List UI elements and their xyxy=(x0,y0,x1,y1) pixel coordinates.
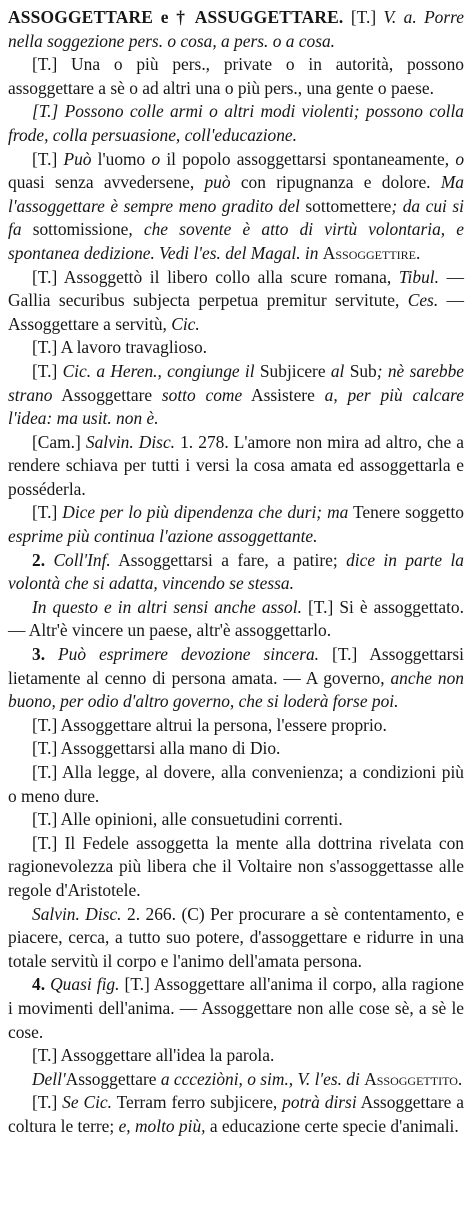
paragraph: [T.] A lavoro travaglioso. xyxy=(32,337,207,358)
paragraph: [T.] Assoggettarsi alla mano di Dio. xyxy=(32,738,281,759)
paragraph: [T.] Se Cic. Terram ferro subjicere, potrà dirsi Assoggettare a coltura le terre; e, molto più, a educazione certe specie d'animali. xyxy=(8,1092,465,1136)
paragraph: [Cam.] Salvin. Disc. 1. 278. L'amore non mira ad altro, che a rendere schiava per tutti i versi la cosa amata ed assoggettarla e posséderla. xyxy=(8,431,465,499)
paragraph: [T.] Assoggettò il libero collo alla scure romana, Tibul. — Gallia securibus subjecta perpetua premitur servitute, Ces. — Assoggettare a servitù, Cic. xyxy=(8,266,464,334)
sense-2: 2. Coll'Inf. Assoggettarsi a fare, a patire; dice in parte la volontà che si adatta, vincendo se stessa. xyxy=(8,549,464,594)
paragraph: [T.] Assoggettare all'idea la parola. xyxy=(32,1045,275,1066)
paragraph: In questo e in altri sensi anche assol. [T.] Si è assoggettato. — Altr'è vincere un paese, altr'è assoggettarlo. xyxy=(8,596,464,641)
paragraph: [T.] Possono colle armi o altri modi violenti; possono colla frode, colla persuasione, coll'educazione. xyxy=(8,101,464,145)
paragraph: [T.] Dice per lo più dipendenza che duri; ma Tenere soggetto esprime più continua l'azione assoggettante. xyxy=(8,502,464,547)
headword: ASSOGGETTARE e † ASSUGGETTARE. xyxy=(8,7,344,27)
paragraph: [T.] Alla legge, al dovere, alla convenienza; a condizioni più o meno dure. xyxy=(8,762,464,806)
dictionary-entry xyxy=(8,6,464,1139)
paragraph: [T.] Cic. a Heren., congiunge il Subjicere al Sub; nè sarebbe strano Assoggettare sotto come Assistere a, per più calcare l'idea: ma usit. non è. xyxy=(8,360,464,429)
paragraph: [T.] Il Fedele assoggetta la mente alla dottrina rivelata con ragionevolezza più libera che il Voltaire non s'assoggettasse alle regole d'Aristotele. xyxy=(8,832,464,900)
paragraph: [T.] Assoggettare altrui la persona, l'essere proprio. xyxy=(32,714,387,735)
entry-heading: ASSOGGETTARE e † ASSUGGETTARE. [T.] V. a. Porre nella soggezione pers. o cosa, a pers. o a cosa. xyxy=(8,7,464,51)
paragraph: Salvin. Disc. 2. 266. (C) Per procurare a sè contentamento, e piacere, cerca, a tutto suo potere, d'assoggettare e ridurre in una totale servitù il corpo e l'animo dell'amata persona. xyxy=(8,903,464,971)
paragraph: [T.] Una o più pers., private o in autorità, possono assoggettare a sè o ad altri una o più pers., una gente o paese. xyxy=(8,54,464,98)
paragraph: Dell'Assoggettare a ccceziòni, o sim., V. l'es. di Assoggettito. xyxy=(32,1068,463,1089)
paragraph: [T.] Alle opinioni, alle consuetudini correnti. xyxy=(32,809,343,830)
paragraph: [T.] Può l'uomo o il popolo assoggettarsi spontaneamente, o quasi senza avvedersene, può con ripugnanza e dolore. Ma l'assoggettare è sempre meno gradito del sottomettere; da cui si fa sottomissione, che sovente è atto di virtù volontaria, e spontanea dedizione. Vedi l'es. del Magal. in Assoggettire. xyxy=(8,148,465,263)
sense-4: 4. Quasi fig. [T.] Assoggettare all'anima il corpo, alla ragione i movimenti dell'anima. — Assoggettare non alle cose sè, a sè le cose. xyxy=(8,974,464,1042)
sense-3: 3. Può esprimere devozione sincera. [T.] Assoggettarsi lietamente al cenno di persona amata. — A governo, anche non buono, per odio d'altro governo, che si loderà forse poi. xyxy=(8,644,464,712)
